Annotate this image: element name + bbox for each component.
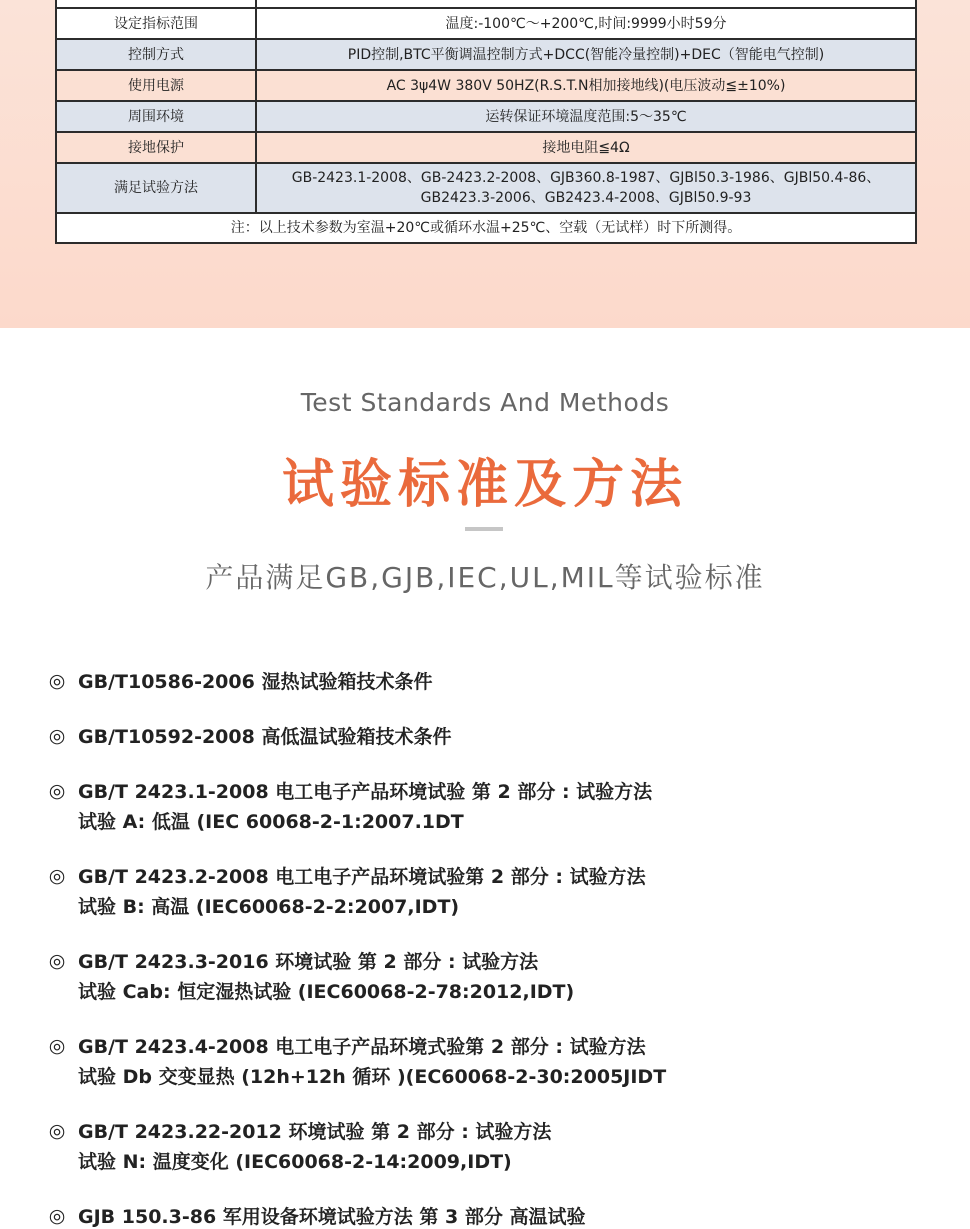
standard-title: GJB 150.3-86 军用设备环境试验方法 第 3 部分 高温试验 [78, 1206, 586, 1228]
circle-bullet-icon: ◎ [48, 1035, 66, 1057]
spec-value-line: GB2423.3-2006、GB2423.4-2008、GJBl50.9-93 [420, 190, 752, 206]
spec-note: 注：以上技术参数为室温+20℃或循环水温+25℃、空载（无试样）时下所测得。 [56, 213, 916, 243]
table-row [56, 8, 916, 39]
standard-subtitle: 试验 Cab: 恒定湿热试验 (IEC60068-2-78:2012,IDT) [78, 981, 575, 1003]
circle-bullet-icon: ◎ [48, 1120, 66, 1142]
spec-label: 满足试验方法 [56, 163, 256, 213]
circle-bullet-icon: ◎ [48, 670, 66, 692]
section-subtitle-cn: 产品满足GB,GJB,IEC,UL,MIL等试验标准 [205, 561, 765, 594]
table-row [56, 132, 916, 163]
standard-title: GB/T 2423.2-2008 电工电子产品环境试验第 2 部分 : 试验方法 [78, 866, 646, 888]
spec-value: 温度:-100℃～+200℃,时间:9999小时59分 [256, 8, 916, 39]
spec-value [256, 163, 916, 213]
standard-title: GB/T 2423.1-2008 电工电子产品环境试验 第 2 部分 : 试验方法 [78, 781, 653, 803]
spec-value: AC 3ψ4W 380V 50HZ(R.S.T.N相加接地线)(电压波动≦±10%) [256, 70, 916, 101]
standard-subtitle: 试验 Db 交变显热 (12h+12h 循环 )(EC60068-2-30:2005JIDT [78, 1066, 667, 1088]
section-subtitle-en: Test Standards And Methods [300, 388, 670, 417]
circle-bullet-icon: ◎ [48, 725, 66, 747]
section-title: 试验标准及方法 [281, 455, 688, 515]
spec-value: 接地电阻≦4Ω [256, 132, 916, 163]
standard-subtitle: 试验 B: 高温 (IEC60068-2-2:2007,IDT) [78, 896, 460, 918]
spec-label: 周围环境 [56, 101, 256, 132]
spec-label: 设定指标范围 [56, 8, 256, 39]
table-row [56, 163, 916, 213]
spec-value-line: GB-2423.1-2008、GB-2423.2-2008、GJB360.8-1987、GJBl50.3-1986、GJBl50.4-86、 [291, 170, 881, 186]
spec-value: 运转保证环境温度范围:5～35℃ [256, 101, 916, 132]
circle-bullet-icon: ◎ [48, 950, 66, 972]
standard-title: GB/T 2423.4-2008 电工电子产品环境式验第 2 部分 : 试验方法 [78, 1036, 646, 1058]
table-row [56, 213, 916, 243]
standard-title: GB/T 2423.22-2012 环境试验 第 2 部分 : 试验方法 [78, 1121, 552, 1143]
spec-label: 控制方式 [56, 39, 256, 70]
spec-label-cell [56, 0, 256, 8]
table-row [56, 70, 916, 101]
circle-bullet-icon: ◎ [48, 780, 66, 802]
spec-panel [0, 0, 970, 328]
spec-value: PID控制,BTC平衡调温控制方式+DCC(智能冷量控制)+DEC（智能电气控制) [256, 39, 916, 70]
circle-bullet-icon: ◎ [48, 1205, 66, 1227]
spec-label: 接地保护 [56, 132, 256, 163]
standard-title: GB/T10592-2008 高低温试验箱技术条件 [78, 726, 452, 748]
spec-value-cell [256, 0, 916, 8]
standard-subtitle: 试验 A: 低温 (IEC 60068-2-1:2007.1DT [78, 811, 464, 833]
standard-title: GB/T10586-2006 湿热试验箱技术条件 [78, 671, 433, 693]
table-row [56, 39, 916, 70]
circle-bullet-icon: ◎ [48, 865, 66, 887]
table-row [56, 0, 916, 8]
table-row [56, 101, 916, 132]
title-divider [465, 527, 503, 531]
spec-label: 使用电源 [56, 70, 256, 101]
spec-table [55, 0, 917, 244]
standard-subtitle: 试验 N: 温度变化 (IEC60068-2-14:2009,IDT) [78, 1151, 512, 1173]
standard-title: GB/T 2423.3-2016 环境试验 第 2 部分 : 试验方法 [78, 951, 539, 973]
